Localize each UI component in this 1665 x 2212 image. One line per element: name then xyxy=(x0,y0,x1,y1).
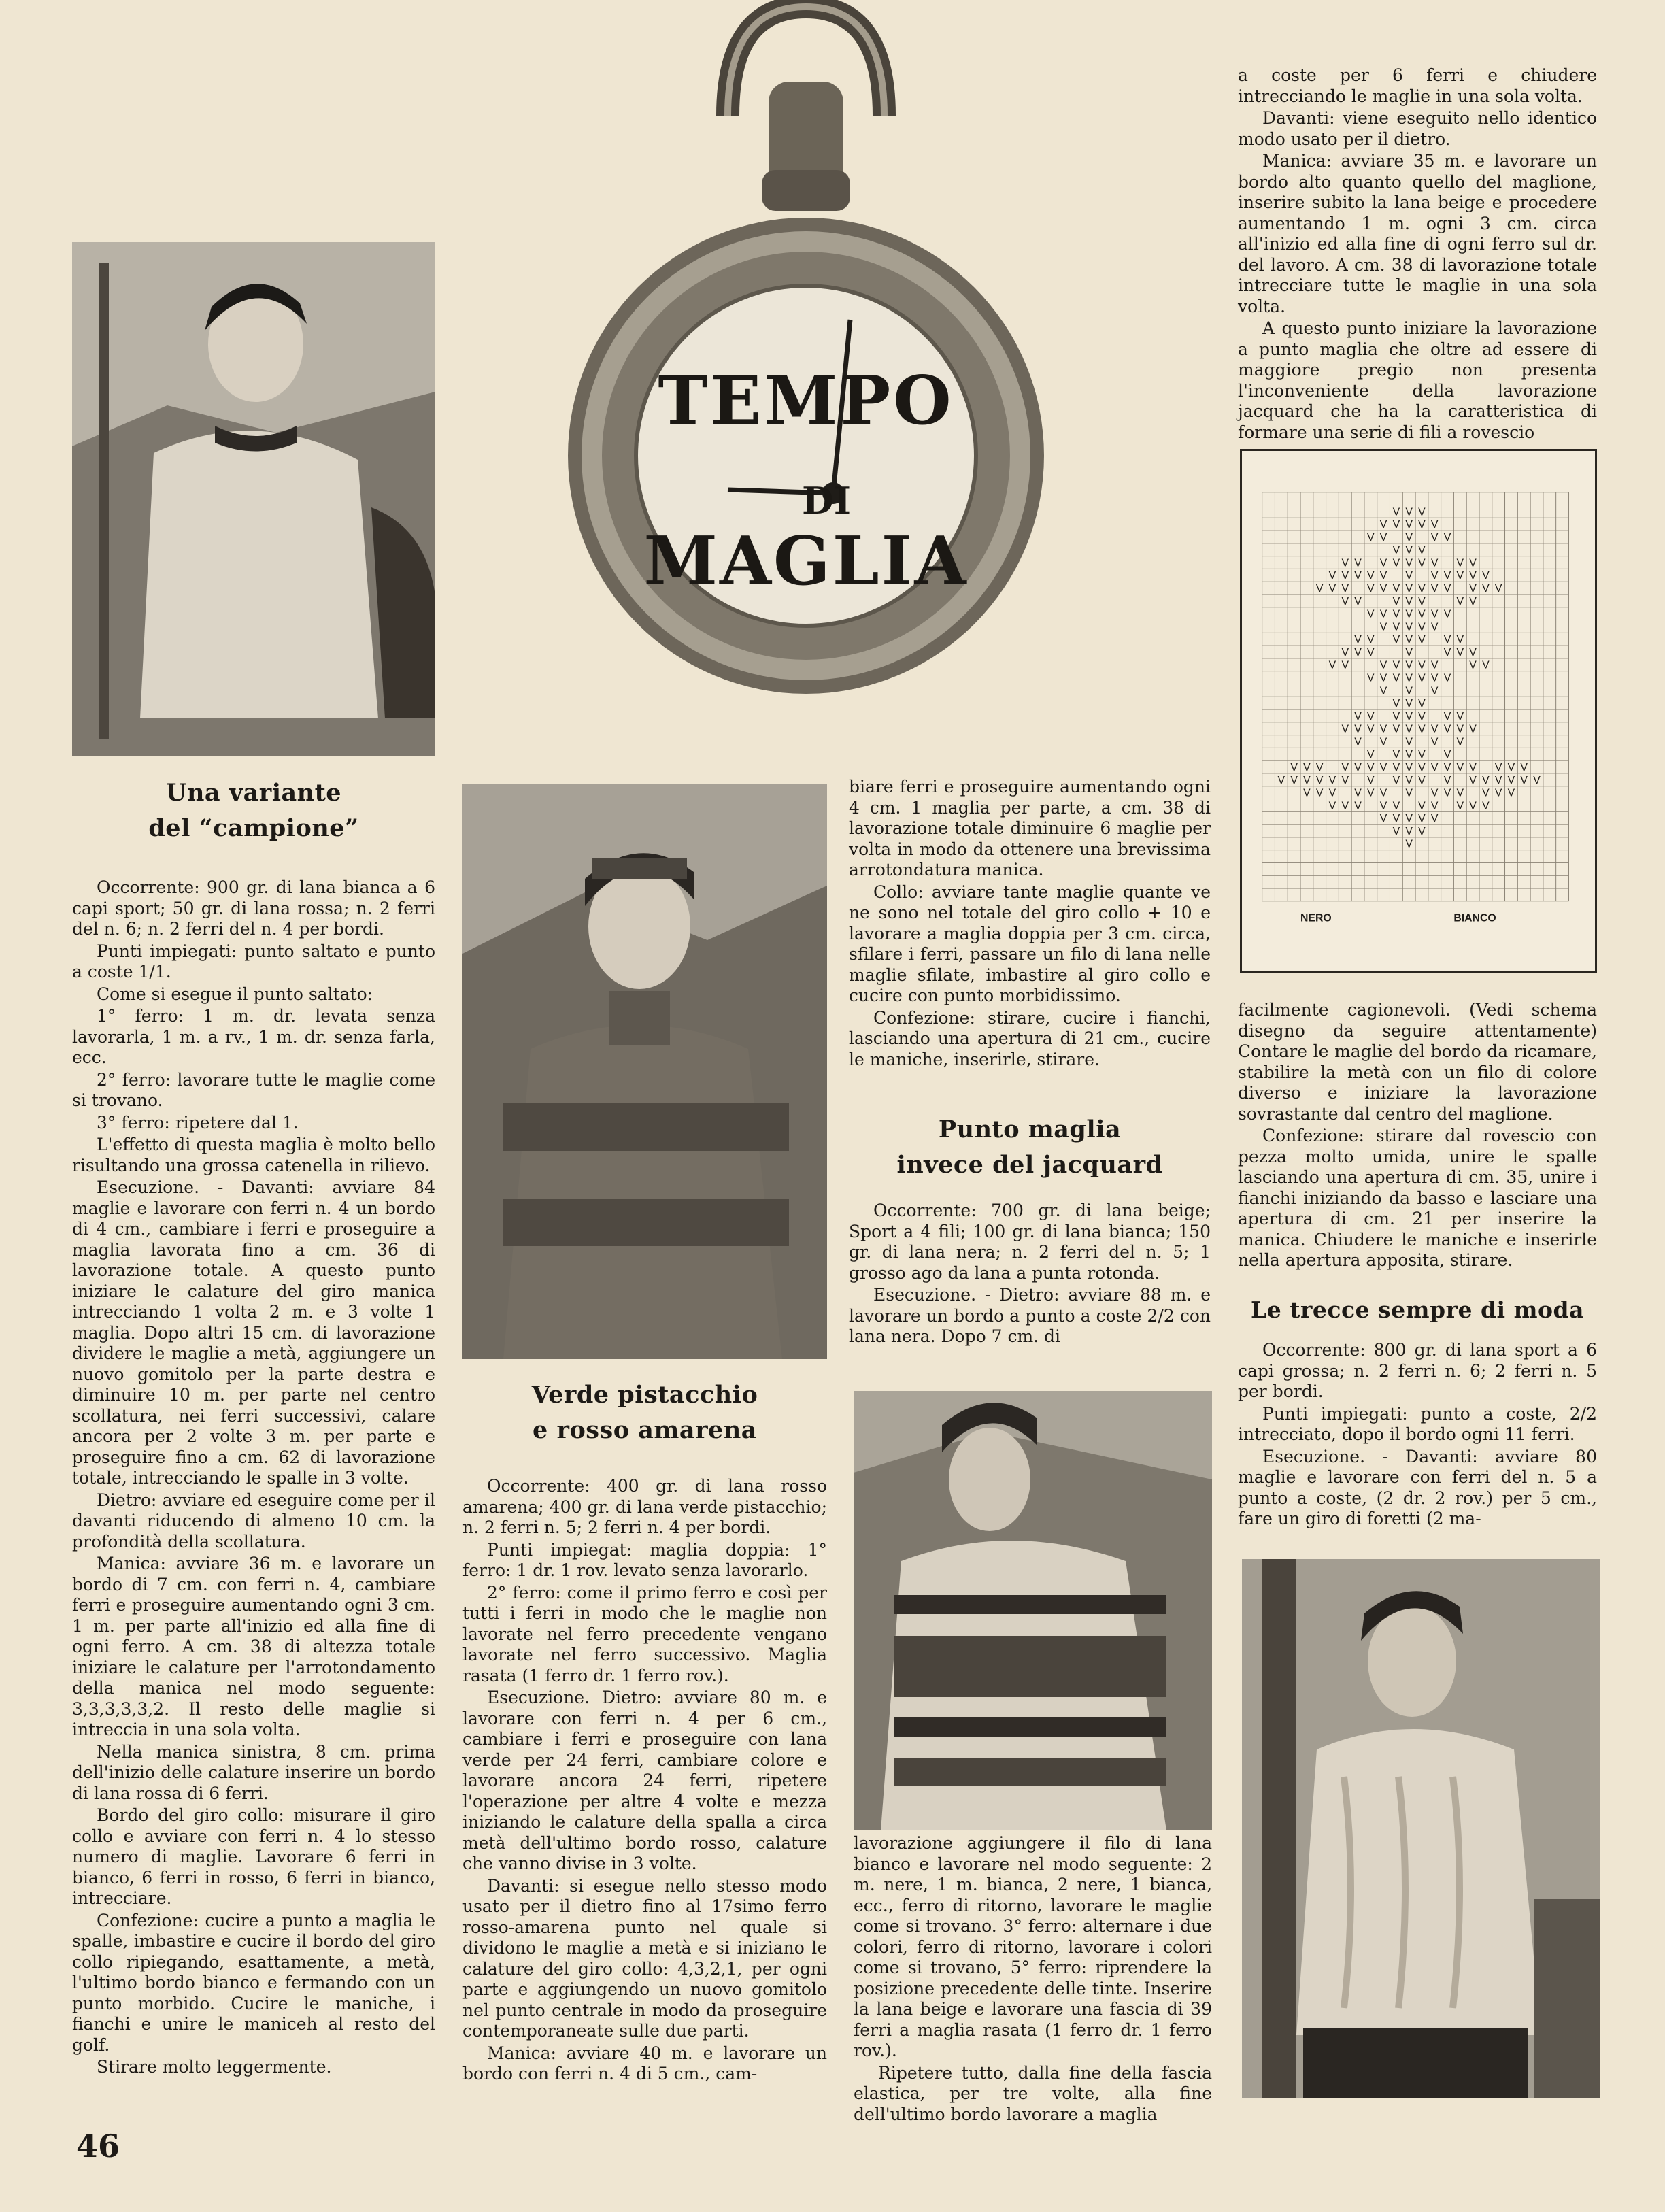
chart-stitch-mark: V xyxy=(1418,774,1426,786)
article3-right-top xyxy=(1238,65,1597,444)
chart-stitch-mark: V xyxy=(1354,736,1362,748)
chart-stitch-mark: V xyxy=(1456,761,1464,773)
article3-heading-line1: Punto maglia xyxy=(938,1116,1122,1143)
chart-stitch-mark: V xyxy=(1367,761,1375,773)
chart-stitch-mark: V xyxy=(1418,659,1426,671)
chart-stitch-mark: V xyxy=(1405,749,1413,761)
article1-paragraph: Bordo del giro collo: misurare il giro collo e avviare con ferri n. 4 lo stesso numero di maglie. Lavorare 6 ferri in bianco, 6 ferri in rosso, 6 ferri in bianco, intrecciare. xyxy=(72,1805,435,1908)
chart-stitch-mark: V xyxy=(1392,672,1400,684)
article3-body xyxy=(849,1201,1211,1349)
masthead-title-line2: DI xyxy=(801,479,852,522)
chart-stitch-mark: V xyxy=(1456,634,1464,646)
chart-stitch-mark: V xyxy=(1405,761,1413,773)
chart-stitch-mark: V xyxy=(1456,723,1464,735)
article2-cont-paragraph: biare ferri e proseguire aumentando ogni 4 cm. 1 maglia per parte, a cm. 38 di lavorazione totale diminuire 6 maglie per volta in modo da ottenere una brevissima arrotondatura manica. xyxy=(849,777,1211,879)
chart-stitch-mark: V xyxy=(1469,583,1477,595)
article1-body xyxy=(72,877,435,2079)
chart-stitch-mark: V xyxy=(1379,723,1388,735)
chart-stitch-mark: V xyxy=(1482,583,1490,595)
knitting-pattern-chart xyxy=(1240,449,1597,973)
article2-cont-paragraph: Confezione: stirare, cucire i fianchi, lasciando una apertura di 21 cm., cucire le maniche, inserirle, stirare. xyxy=(849,1007,1211,1069)
chart-stitch-mark: V xyxy=(1418,672,1426,684)
article3-right-mid xyxy=(1238,1000,1597,1273)
masthead-title xyxy=(565,362,1047,601)
chart-stitch-mark: V xyxy=(1443,634,1451,646)
chart-stitch-mark: V xyxy=(1418,710,1426,722)
chart-stitch-mark: V xyxy=(1328,774,1336,786)
chart-stitch-mark: V xyxy=(1303,774,1311,786)
chart-stitch-mark: V xyxy=(1328,583,1336,595)
chart-stitch-mark: V xyxy=(1405,634,1413,646)
chart-stitch-mark: V xyxy=(1379,800,1388,812)
article1-paragraph: Esecuzione. - Davanti: avviare 84 maglie e lavorare con ferri n. 4 un bordo di 4 cm., cambiare i ferri e proseguire a maglia lavorata fino a cm. 36 di lavorazione totale. A questo punto iniziare le calature del giro manica intrecciando 1 volta 2 m. e 3 volte 1 maglia. Dopo altri 15 cm. di lavorazione dividere le maglie a metà, aggiungere un nuovo gomitolo per la parte destra e diminuire 10 m. per parte nel centro scollatura, nei ferri successivi, calare ancora per 2 volte 3 m. per parte e proseguire fino a cm. 62 di lavorazione totale, intrecciando le spalle in 3 volte. xyxy=(72,1177,435,1488)
article1-heading-line2: del “campione” xyxy=(148,814,359,842)
article2-paragraph: Manica: avviare 40 m. e lavorare un bordo con ferri n. 4 di 5 cm., cam- xyxy=(462,2043,827,2083)
chart-stitch-mark: V xyxy=(1430,570,1439,582)
chart-stitch-mark: V xyxy=(1482,570,1490,582)
chart-stitch-mark: V xyxy=(1405,646,1413,658)
chart-stitch-mark: V xyxy=(1456,710,1464,722)
chart-stitch-mark: V xyxy=(1507,787,1515,799)
chart-stitch-mark: V xyxy=(1341,723,1349,735)
chart-stitch-mark: V xyxy=(1405,698,1413,710)
chart-stitch-mark: V xyxy=(1379,570,1388,582)
pocket-watch-illustration xyxy=(565,0,1047,748)
chart-label-nero: NERO xyxy=(1300,912,1332,924)
article3-right-mid-paragraph: Confezione: stirare dal rovescio con pezza molto umida, unire le spalle lasciando una apertura di cm. 35, unire i fianchi iniziando da basso e lasciare una apertura di cm. 21 per inserire la manica. Chiudere le maniche e inserirle nella apertura apposita, stirare. xyxy=(1238,1126,1597,1270)
article1-paragraph: Come si esegue il punto saltato: xyxy=(97,984,373,1004)
article3-cont-paragraph: lavorazione aggiungere il filo di lana bianco e lavorare nel modo seguente: 2 m. nere, 1 m. bianca, 2 nere, 1 bianca, ecc., ferro di ritorno, lavorare le maglie come si trovano. 3° ferro: alternare i due colori, ferro di ritorno, lavorare i colori come si trovano, 5° ferro: riprendere la posizione precedente delle tinte. Inserire la lana beige e lavorare una fascia di 39 ferri a maglia rasata (1 ferro dr. 1 ferro rov.). xyxy=(854,1833,1212,2060)
chart-stitch-mark: V xyxy=(1418,825,1426,837)
article1-paragraph: 3° ferro: ripetere dal 1. xyxy=(97,1112,299,1133)
chart-stitch-mark: V xyxy=(1379,672,1388,684)
chart-stitch-mark: V xyxy=(1354,595,1362,607)
chart-stitch-mark: V xyxy=(1456,800,1464,812)
article1-heading-line1: Una variante xyxy=(165,779,342,807)
chart-stitch-mark: V xyxy=(1277,774,1285,786)
chart-stitch-mark: V xyxy=(1482,787,1490,799)
chart-stitch-mark: V xyxy=(1341,583,1349,595)
chart-stitch-mark: V xyxy=(1469,570,1477,582)
article2-paragraph: Occorrente: 400 gr. di lana rosso amarena; 400 gr. di lana verde pistacchio; n. 2 ferri n. 5; 2 ferri n. 4 per bordi. xyxy=(462,1476,827,1537)
article3-continuation xyxy=(854,1833,1212,2126)
chart-stitch-mark: V xyxy=(1392,506,1400,518)
article1-paragraph: Nella manica sinistra, 8 cm. prima dell'inizio delle calature inserire un bordo di lana rossa di 6 ferri. xyxy=(72,1741,435,1803)
masthead-title-line1: TEMPO xyxy=(658,362,954,440)
chart-stitch-mark: V xyxy=(1430,583,1439,595)
article1-paragraph: Confezione: cucire a punto a maglia le spalle, imbastire e cucire il bordo del giro collo ripiegando, esattamente, a metà, l'ultimo bordo bianco e fermando con un punto morbido. Cucire le maniche, i fianchi e unire le maniceh al resto del golf. xyxy=(72,1910,435,2055)
article1-paragraph: Stirare molto leggermente. xyxy=(97,2057,332,2077)
chart-stitch-mark: V xyxy=(1354,761,1362,773)
chart-stitch-mark: V xyxy=(1533,774,1541,786)
chart-stitch-mark: V xyxy=(1443,723,1451,735)
chart-stitch-mark: V xyxy=(1494,787,1502,799)
article4-paragraph: Occorrente: 800 gr. di lana sport a 6 capi grossa; n. 2 ferri n. 6; 2 ferri n. 5 per bordi. xyxy=(1238,1340,1597,1401)
chart-stitch-mark: V xyxy=(1443,646,1451,658)
chart-label-bianco: BIANCO xyxy=(1453,912,1496,924)
chart-stitch-mark: V xyxy=(1469,761,1477,773)
chart-stitch-mark: V xyxy=(1418,761,1426,773)
chart-stitch-mark: V xyxy=(1405,672,1413,684)
article1-paragraph: L'effetto di questa maglia è molto bello risultando una grossa catenella in rilievo. xyxy=(72,1135,435,1175)
chart-stitch-mark: V xyxy=(1379,531,1388,543)
chart-stitch-mark: V xyxy=(1443,787,1451,799)
chart-stitch-mark: V xyxy=(1328,787,1336,799)
chart-stitch-mark: V xyxy=(1354,787,1362,799)
chart-stitch-mark: V xyxy=(1354,557,1362,569)
photo-cable-sweater xyxy=(1242,1559,1600,2098)
chart-stitch-mark: V xyxy=(1469,723,1477,735)
chart-stitch-mark: V xyxy=(1341,557,1349,569)
chart-stitch-mark: V xyxy=(1367,634,1375,646)
article1-paragraph: 2° ferro: lavorare tutte le maglie come si trovano. xyxy=(72,1069,435,1110)
chart-stitch-mark: V xyxy=(1392,557,1400,569)
article4-paragraph: Punti impiegati: punto a coste, 2/2 intrecciato, dopo il bordo ogni 11 ferri. xyxy=(1238,1403,1597,1444)
chart-stitch-mark: V xyxy=(1392,813,1400,825)
chart-stitch-mark: V xyxy=(1341,595,1349,607)
chart-stitch-mark: V xyxy=(1379,787,1388,799)
chart-stitch-mark: V xyxy=(1469,557,1477,569)
chart-stitch-mark: V xyxy=(1379,659,1388,671)
chart-stitch-mark: V xyxy=(1418,749,1426,761)
chart-stitch-mark: V xyxy=(1430,608,1439,620)
chart-stitch-mark: V xyxy=(1430,761,1439,773)
chart-stitch-mark: V xyxy=(1469,774,1477,786)
chart-stitch-mark: V xyxy=(1456,736,1464,748)
chart-stitch-mark: V xyxy=(1456,570,1464,582)
chart-stitch-mark: V xyxy=(1405,506,1413,518)
chart-stitch-mark: V xyxy=(1379,557,1388,569)
article2-paragraph: Punti impiegat: maglia doppia: 1° ferro: 1 dr. 1 rov. levato senza lavorarlo. xyxy=(462,1539,827,1580)
chart-stitch-mark: V xyxy=(1341,761,1349,773)
chart-stitch-mark: V xyxy=(1392,583,1400,595)
chart-stitch-mark: V xyxy=(1354,646,1362,658)
chart-stitch-mark: V xyxy=(1418,583,1426,595)
chart-stitch-mark: V xyxy=(1392,519,1400,531)
article2-heading-line2: e rosso amarena xyxy=(533,1416,757,1444)
chart-stitch-mark: V xyxy=(1430,813,1439,825)
chart-stitch-mark: V xyxy=(1405,583,1413,595)
chart-stitch-mark: V xyxy=(1367,749,1375,761)
chart-stitch-mark: V xyxy=(1507,774,1515,786)
article1-paragraph: Punti impiegati: punto saltato e punto a coste 1/1. xyxy=(72,941,435,982)
chart-stitch-mark: V xyxy=(1418,813,1426,825)
photo-white-sweater-illustration xyxy=(72,242,435,756)
chart-stitch-mark: V xyxy=(1392,544,1400,556)
chart-stitch-mark: V xyxy=(1443,710,1451,722)
chart-stitch-mark: V xyxy=(1418,506,1426,518)
chart-stitch-mark: V xyxy=(1443,531,1451,543)
chart-stitch-mark: V xyxy=(1405,621,1413,633)
chart-stitch-mark: V xyxy=(1418,723,1426,735)
chart-stitch-mark: V xyxy=(1520,761,1528,773)
chart-stitch-mark: V xyxy=(1430,519,1439,531)
article4-heading-line: Le trecce sempre di moda xyxy=(1251,1296,1584,1323)
chart-stitch-mark: V xyxy=(1379,736,1388,748)
chart-stitch-mark: V xyxy=(1367,787,1375,799)
knitting-grid xyxy=(1242,451,1595,971)
article3-paragraph: Esecuzione. - Dietro: avviare 88 m. e lavorare un bordo a punto a coste 2/2 con lana nera. Dopo 7 cm. di xyxy=(849,1285,1211,1346)
chart-stitch-mark: V xyxy=(1405,685,1413,697)
article2-body xyxy=(462,1476,827,2086)
chart-stitch-mark: V xyxy=(1379,608,1388,620)
chart-stitch-mark: V xyxy=(1418,608,1426,620)
chart-stitch-mark: V xyxy=(1430,787,1439,799)
chart-stitch-mark: V xyxy=(1367,531,1375,543)
chart-stitch-mark: V xyxy=(1379,685,1388,697)
chart-stitch-mark: V xyxy=(1430,736,1439,748)
chart-stitch-mark: V xyxy=(1367,646,1375,658)
photo-striped-sweater-illustration xyxy=(462,784,827,1359)
chart-stitch-mark: V xyxy=(1430,685,1439,697)
chart-stitch-mark: V xyxy=(1430,659,1439,671)
chart-stitch-mark: V xyxy=(1379,583,1388,595)
chart-stitch-mark: V xyxy=(1367,710,1375,722)
article4-body xyxy=(1238,1340,1597,1531)
chart-stitch-mark: V xyxy=(1405,519,1413,531)
chart-stitch-mark: V xyxy=(1367,723,1375,735)
chart-stitch-mark: V xyxy=(1354,570,1362,582)
chart-stitch-mark: V xyxy=(1354,634,1362,646)
chart-stitch-mark: V xyxy=(1290,774,1298,786)
article3-right-paragraph: Manica: avviare 35 m. e lavorare un bordo alto quanto quello del maglione, inserire subito la lana beige e procedere aumentando 1 m. ogni 3 cm. circa all'inizio ed alla fine di ogni ferro sul dr. del lavoro. A cm. 38 di lavorazione totale intrecciare tutte le maglie in una sola volta. xyxy=(1238,151,1597,316)
chart-stitch-mark: V xyxy=(1315,761,1324,773)
chart-stitch-mark: V xyxy=(1456,646,1464,658)
chart-stitch-mark: V xyxy=(1469,646,1477,658)
chart-stitch-mark: V xyxy=(1469,659,1477,671)
chart-stitch-mark: V xyxy=(1418,800,1426,812)
article3-right-mid-paragraph: facilmente cagionevoli. (Vedi schema disegno da seguire attentamente) Contare le maglie del bordo da ricamare, stabilire la metà con un filo di colore diverso e iniziare la lavorazione sovrastante dal centro del maglione. xyxy=(1238,1000,1597,1124)
chart-stitch-mark: V xyxy=(1405,813,1413,825)
chart-stitch-mark: V xyxy=(1405,608,1413,620)
article2-paragraph: Davanti: si esegue nello stesso modo usato per il dietro fino al 17simo ferro rosso-amarena punto nel quale si dividono le maglie a metà e si iniziano le calature del giro collo: 4,3,2,1, per ogni parte e aggiungendo un nuovo gomitolo nel punto centrale in modo da proseguire contemporaneate sulle due parti. xyxy=(462,1875,827,2041)
chart-stitch-mark: V xyxy=(1392,723,1400,735)
chart-stitch-mark: V xyxy=(1392,595,1400,607)
chart-stitch-mark: V xyxy=(1469,595,1477,607)
chart-stitch-mark: V xyxy=(1379,813,1388,825)
chart-stitch-mark: V xyxy=(1392,774,1400,786)
chart-stitch-mark: V xyxy=(1341,800,1349,812)
chart-stitch-mark: V xyxy=(1418,544,1426,556)
article4-heading xyxy=(1238,1292,1597,1328)
chart-stitch-mark: V xyxy=(1341,659,1349,671)
chart-stitch-mark: V xyxy=(1315,787,1324,799)
chart-stitch-mark: V xyxy=(1303,787,1311,799)
chart-stitch-mark: V xyxy=(1418,698,1426,710)
chart-stitch-mark: V xyxy=(1328,800,1336,812)
chart-stitch-mark: V xyxy=(1430,800,1439,812)
photo-white-sweater xyxy=(72,242,435,756)
chart-stitch-mark: V xyxy=(1341,646,1349,658)
chart-stitch-mark: V xyxy=(1418,634,1426,646)
chart-stitch-mark: V xyxy=(1392,621,1400,633)
chart-stitch-mark: V xyxy=(1456,787,1464,799)
chart-stitch-mark: V xyxy=(1392,825,1400,837)
chart-stitch-mark: V xyxy=(1494,774,1502,786)
article2-continuation xyxy=(849,777,1211,1071)
chart-stitch-mark: V xyxy=(1392,761,1400,773)
photo-jacquard-sweater-illustration xyxy=(854,1391,1212,1830)
chart-stitch-mark: V xyxy=(1418,595,1426,607)
chart-stitch-mark: V xyxy=(1341,570,1349,582)
chart-stitch-mark: V xyxy=(1341,774,1349,786)
chart-stitch-mark: V xyxy=(1392,710,1400,722)
chart-stitch-mark: V xyxy=(1405,825,1413,837)
chart-stitch-mark: V xyxy=(1405,838,1413,850)
chart-stitch-mark: V xyxy=(1443,583,1451,595)
chart-stitch-mark: V xyxy=(1405,710,1413,722)
chart-stitch-mark: V xyxy=(1405,787,1413,799)
article3-heading xyxy=(849,1112,1211,1183)
chart-stitch-mark: V xyxy=(1405,531,1413,543)
chart-stitch-mark: V xyxy=(1507,761,1515,773)
chart-stitch-mark: V xyxy=(1354,710,1362,722)
chart-stitch-mark: V xyxy=(1405,544,1413,556)
chart-stitch-mark: V xyxy=(1315,774,1324,786)
chart-stitch-mark: V xyxy=(1367,672,1375,684)
article1-paragraph: Dietro: avviare ed eseguire come per il davanti riducendo di almeno 10 cm. la profondità della scollatura. xyxy=(72,1490,435,1552)
chart-stitch-mark: V xyxy=(1405,557,1413,569)
photo-striped-sweater xyxy=(462,784,827,1359)
chart-stitch-mark: V xyxy=(1392,698,1400,710)
chart-stitch-mark: V xyxy=(1430,621,1439,633)
chart-stitch-mark: V xyxy=(1520,774,1528,786)
chart-stitch-mark: V xyxy=(1443,672,1451,684)
chart-stitch-mark: V xyxy=(1392,634,1400,646)
chart-stitch-mark: V xyxy=(1315,583,1324,595)
masthead-title-line3: MAGLIA xyxy=(643,522,969,601)
chart-stitch-mark: V xyxy=(1367,583,1375,595)
chart-stitch-mark: V xyxy=(1367,570,1375,582)
chart-stitch-mark: V xyxy=(1354,800,1362,812)
chart-stitch-mark: V xyxy=(1367,774,1375,786)
chart-stitch-mark: V xyxy=(1430,557,1439,569)
article3-right-paragraph: a coste per 6 ferri e chiudere intrecciando le maglie in una sola volta. xyxy=(1238,65,1597,106)
chart-stitch-mark: V xyxy=(1367,608,1375,620)
chart-stitch-mark: V xyxy=(1379,621,1388,633)
chart-stitch-mark: V xyxy=(1430,531,1439,543)
article1-paragraph: 1° ferro: 1 m. dr. levata senza lavorarla, 1 m. a rv., 1 m. dr. senza farla, ecc. xyxy=(72,1006,435,1067)
chart-stitch-mark: V xyxy=(1405,595,1413,607)
photo-jacquard-sweater xyxy=(854,1391,1212,1830)
chart-stitch-mark: V xyxy=(1354,723,1362,735)
article3-cont-paragraph: Ripetere tutto, dalla fine della fascia elastica, per tre volte, alla fine dell'ultimo bordo lavorare a maglia xyxy=(854,2062,1212,2124)
chart-stitch-mark: V xyxy=(1494,583,1502,595)
chart-stitch-mark: V xyxy=(1482,800,1490,812)
chart-stitch-mark: V xyxy=(1392,800,1400,812)
chart-stitch-mark: V xyxy=(1405,659,1413,671)
chart-stitch-mark: V xyxy=(1290,761,1298,773)
chart-stitch-mark: V xyxy=(1418,519,1426,531)
article2-paragraph: Esecuzione. Dietro: avviare 80 m. e lavorare con ferri n. 4 per 6 cm., cambiare i ferri e proseguire con lana verde per 24 ferri, cambiare colore e lavorare ancora 24 ferri, ripetere l'operazione per altre 4 volte e mezza iniziando le calature della spalla a circa metà dell'ultimo bordo rosso, calature che vanno divise in 3 volte. xyxy=(462,1688,827,1873)
chart-stitch-mark: V xyxy=(1405,570,1413,582)
chart-stitch-mark: V xyxy=(1443,761,1451,773)
chart-stitch-mark: V xyxy=(1443,774,1451,786)
article1-heading xyxy=(72,775,435,846)
article2-paragraph: 2° ferro: come il primo ferro e così per tutti i ferri in modo che le maglie non lavorate nel ferro precedente vengano lavorate nel ferro successivo. Maglia rasata (1 ferro dr. 1 ferro rov.). xyxy=(462,1582,827,1686)
chart-stitch-mark: V xyxy=(1392,608,1400,620)
chart-stitch-mark: V xyxy=(1328,570,1336,582)
chart-stitch-mark: V xyxy=(1482,774,1490,786)
chart-stitch-mark: V xyxy=(1328,659,1336,671)
page-number: 46 xyxy=(76,2128,120,2164)
chart-stitch-mark: V xyxy=(1469,800,1477,812)
article2-heading xyxy=(462,1377,827,1448)
article2-heading-line1: Verde pistacchio xyxy=(531,1381,758,1409)
chart-stitch-mark: V xyxy=(1418,621,1426,633)
chart-stitch-mark: V xyxy=(1456,557,1464,569)
article3-right-paragraph: Davanti: viene eseguito nello identico modo usato per il dietro. xyxy=(1238,108,1597,149)
chart-stitch-mark: V xyxy=(1443,570,1451,582)
chart-stitch-mark: V xyxy=(1379,519,1388,531)
article1-paragraph: Occorrente: 900 gr. di lana bianca a 6 capi sport; 50 gr. di lana rossa; n. 2 ferri del n. 6; n. 2 ferri del n. 4 per bordi. xyxy=(72,877,435,939)
chart-stitch-mark: V xyxy=(1482,659,1490,671)
chart-stitch-mark: V xyxy=(1443,749,1451,761)
chart-stitch-mark: V xyxy=(1494,761,1502,773)
photo-cable-sweater-illustration xyxy=(1242,1559,1600,2098)
chart-stitch-mark: V xyxy=(1456,595,1464,607)
chart-stitch-mark: V xyxy=(1379,761,1388,773)
chart-stitch-mark: V xyxy=(1303,761,1311,773)
chart-stitch-mark: V xyxy=(1405,723,1413,735)
chart-stitch-mark: V xyxy=(1392,659,1400,671)
chart-stitch-mark: V xyxy=(1418,557,1426,569)
chart-stitch-mark: V xyxy=(1430,723,1439,735)
chart-stitch-mark: V xyxy=(1443,608,1451,620)
chart-stitch-mark: V xyxy=(1405,774,1413,786)
chart-stitch-mark: V xyxy=(1430,672,1439,684)
chart-stitch-mark: V xyxy=(1405,736,1413,748)
article4-paragraph: Esecuzione. - Davanti: avviare 80 maglie e lavorare con ferri del n. 5 a punto a coste, (2 dr. 2 rov.) per 5 cm., fare un giro di foretti (2 ma- xyxy=(1238,1446,1597,1528)
article2-cont-paragraph: Collo: avviare tante maglie quante ve ne sono nel totale del giro collo + 10 e lavorare a maglia doppia per 3 cm. circa, sfilare i ferri, passare un filo di lana nelle maglie sfilate, imbastire al giro collo e cucire con punto morbidissimo. xyxy=(849,882,1211,1005)
article3-heading-line2: invece del jacquard xyxy=(896,1151,1163,1179)
chart-stitch-mark: V xyxy=(1392,749,1400,761)
article3-paragraph: Occorrente: 700 gr. di lana beige; Sport a 4 fili; 100 gr. di lana bianca; 150 gr. di lana nera; n. 2 ferri del n. 5; 1 grosso ago da lana a punta rotonda. xyxy=(849,1201,1211,1283)
article1-paragraph: Manica: avviare 36 m. e lavorare un bordo di 7 cm. con ferri n. 4, cambiare ferri e proseguire aumentando ogni 3 cm. 1 m. per parte all'inizio ed alla fine di ogni ferro. A cm. 38 di altezza totale iniziare le calature per l'arrotondamento della manica nel modo seguente: 3,3,3,3,3,2. Il resto delle maglie si intreccia in una sola volta. xyxy=(72,1554,435,1739)
article3-right-paragraph: A questo punto iniziare la lavorazione a punto maglia che oltre ad essere di maggiore pregio non presenta l'inconveniente della lavorazione jacquard che ha la caratteristica di formare una serie di fili a rovescio xyxy=(1238,318,1597,442)
